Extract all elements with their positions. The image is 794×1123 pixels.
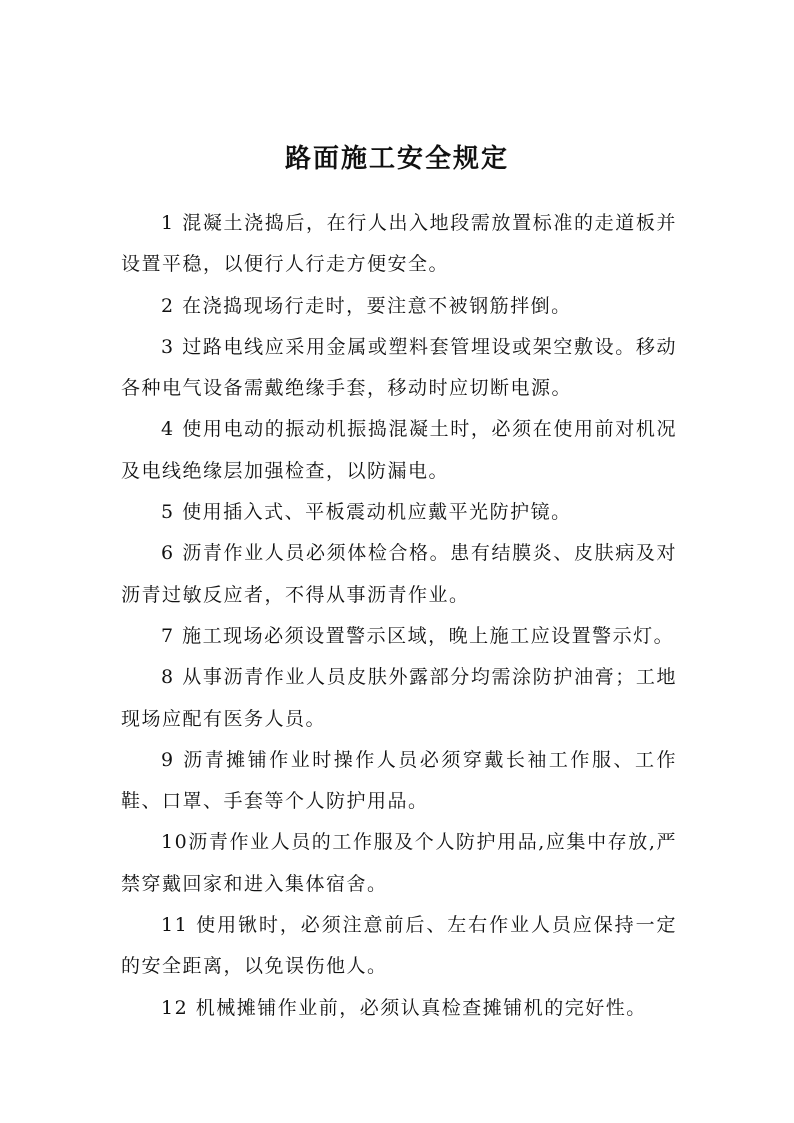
- paragraph-8: 8 从事沥青作业人员皮肤外露部分均需涂防护油膏；工地现场应配有医务人员。: [121, 666, 677, 730]
- paragraph-11: 11 使用锹时，必须注意前后、左右作业人员应保持一定的安全距离，以免误伤他人。: [121, 914, 677, 978]
- paragraph-2: 2 在浇捣现场行走时，要注意不被钢筋拌倒。: [161, 294, 572, 317]
- paragraph-10: 10沥青作业人员的工作服及个人防护用品,应集中存放,严禁穿戴回家和进入集体宿舍。: [121, 831, 677, 895]
- paragraph-5: 5 使用插入式、平板震动机应戴平光防护镜。: [161, 501, 572, 524]
- paragraph-12: 12 机械摊铺作业前，必须认真检查摊铺机的完好性。: [161, 996, 647, 1019]
- document-body: [121, 203, 677, 1029]
- paragraph-6: 6 沥青作业人员必须体检合格。患有结膜炎、皮肤病及对沥青过敏反应者，不得从事沥青作业。: [121, 542, 677, 606]
- paragraph-4: 4 使用电动的振动机振捣混凝土时，必须在使用前对机况及电线绝缘层加强检查，以防漏电。: [121, 418, 677, 482]
- paragraph-1: 1 混凝土浇捣后，在行人出入地段需放置标准的走道板并设置平稳，以便行人行走方便安全。: [121, 212, 677, 276]
- paragraph-9: 9 沥青摊铺作业时操作人员必须穿戴长袖工作服、工作鞋、口罩、手套等个人防护用品。: [121, 748, 677, 813]
- paragraph-7: 7 施工现场必须设置警示区域，晚上施工应设置警示灯。: [161, 624, 675, 647]
- document-title: 路面施工安全规定: [284, 144, 509, 174]
- paragraph-3: 3 过路电线应采用金属或塑料套管埋设或架空敷设。移动各种电气设备需戴绝缘手套，移动时应切断电源。: [121, 335, 677, 400]
